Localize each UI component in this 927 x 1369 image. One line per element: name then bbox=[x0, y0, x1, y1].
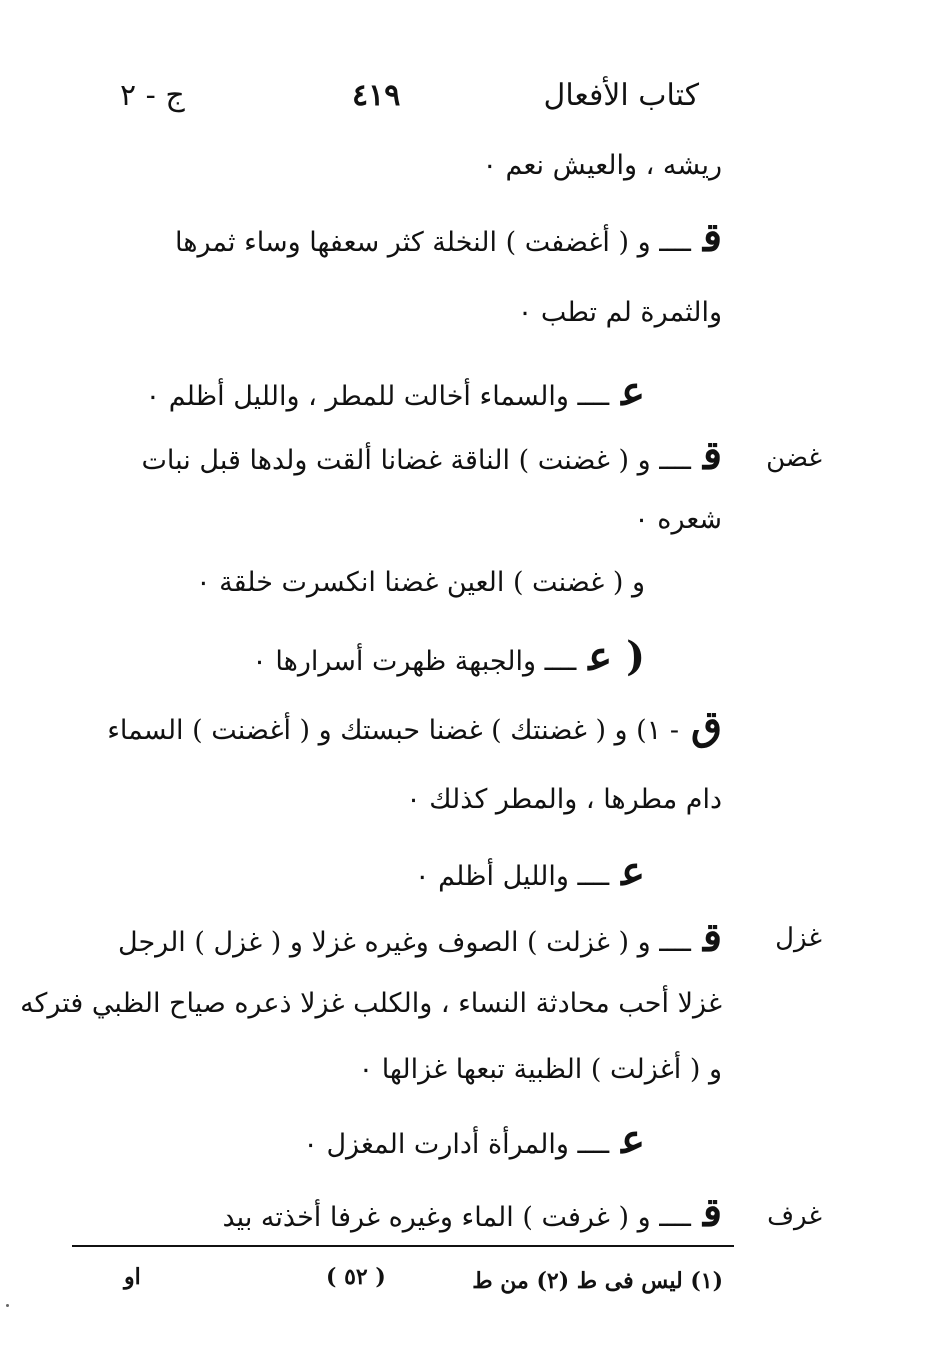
footnote: (١) ليس فى ط (٢) من ط bbox=[472, 1268, 723, 1294]
text-line bbox=[141, 432, 723, 479]
source-marker: ق bbox=[690, 702, 722, 749]
line-text: و ( غضنت ) العين غضنا انكسرت خلقة ٠ bbox=[196, 567, 645, 598]
margin-entry-word: غرف bbox=[767, 1201, 822, 1231]
line-text: ــــ والجبهة ظهرت أسرارها ٠ bbox=[252, 646, 577, 677]
speck bbox=[6, 1304, 9, 1307]
line-text: ريشه ، والعيش نعم ٠ bbox=[482, 150, 722, 181]
footnote-rule bbox=[72, 1245, 734, 1247]
text-line bbox=[175, 214, 722, 261]
source-marker: ق bbox=[702, 432, 722, 479]
text-line bbox=[359, 1050, 722, 1090]
catchword: او bbox=[124, 1264, 141, 1290]
source-marker: ق bbox=[702, 1189, 722, 1236]
line-text: دام مطرها ، والمطر كذلك ٠ bbox=[406, 784, 722, 815]
line-text: و ( أغزلت ) الظبية تبعها غزالها ٠ bbox=[358, 1054, 722, 1085]
text-line bbox=[145, 368, 645, 415]
source-marker: ع bbox=[621, 1116, 645, 1163]
book-title: كتاب الأفعال bbox=[543, 78, 699, 113]
text-line bbox=[482, 146, 722, 186]
line-text: ــــ و ( غرفت ) الماء وغيره غرفا أخذته بيد bbox=[222, 1202, 691, 1233]
line-text: ــــ و ( أغضفت ) النخلة كثر سعفها وساء ثمرها bbox=[175, 227, 691, 258]
text-line bbox=[196, 563, 645, 603]
margin-entry-word: غزل bbox=[775, 923, 822, 953]
source-marker: ع bbox=[621, 368, 645, 415]
line-text: شعره ٠ bbox=[634, 504, 722, 535]
text-line bbox=[20, 984, 722, 1024]
text-line bbox=[415, 848, 645, 895]
text-line bbox=[303, 1116, 645, 1163]
line-text: - ١) و ( غضنتك ) غضنا حبستك و ( أغضنت ) السماء bbox=[107, 715, 679, 746]
line-text: ــــ و ( غزلت ) الصوف وغيره غزلا و ( غزل ) الرجل bbox=[118, 927, 691, 958]
source-marker: ( ع bbox=[588, 633, 645, 680]
line-text: ــــ و ( غضنت ) الناقة غضانا ألقت ولدها قبل نبات bbox=[141, 445, 691, 476]
text-line bbox=[222, 1189, 723, 1236]
line-text: غزلا أحب محادثة النساء ، والكلب غزلا ذعره صياح الظبي فتركه bbox=[20, 988, 722, 1019]
source-marker: ق bbox=[702, 214, 722, 261]
text-line bbox=[518, 293, 722, 333]
text-line bbox=[107, 702, 722, 749]
text-line bbox=[118, 914, 722, 961]
page-number: ٤١٩ bbox=[352, 78, 401, 113]
source-marker: ق bbox=[702, 914, 722, 961]
volume-label: ج - ٢ bbox=[120, 78, 185, 113]
line-text: ــــ والليل أظلم ٠ bbox=[415, 861, 610, 892]
margin-entry-word: غضن bbox=[766, 443, 822, 473]
line-text: والثمرة لم تطب ٠ bbox=[517, 297, 722, 328]
source-marker: ع bbox=[621, 848, 645, 895]
text-line bbox=[252, 633, 645, 680]
line-text: ــــ والمرأة أدارت المغزل ٠ bbox=[303, 1129, 610, 1160]
text-line bbox=[634, 500, 722, 540]
text-line bbox=[406, 780, 722, 820]
line-text: ــــ والسماء أخالت للمطر ، والليل أظلم ٠ bbox=[145, 381, 610, 412]
folio-number: ( ٥٢ ) bbox=[326, 1264, 386, 1290]
